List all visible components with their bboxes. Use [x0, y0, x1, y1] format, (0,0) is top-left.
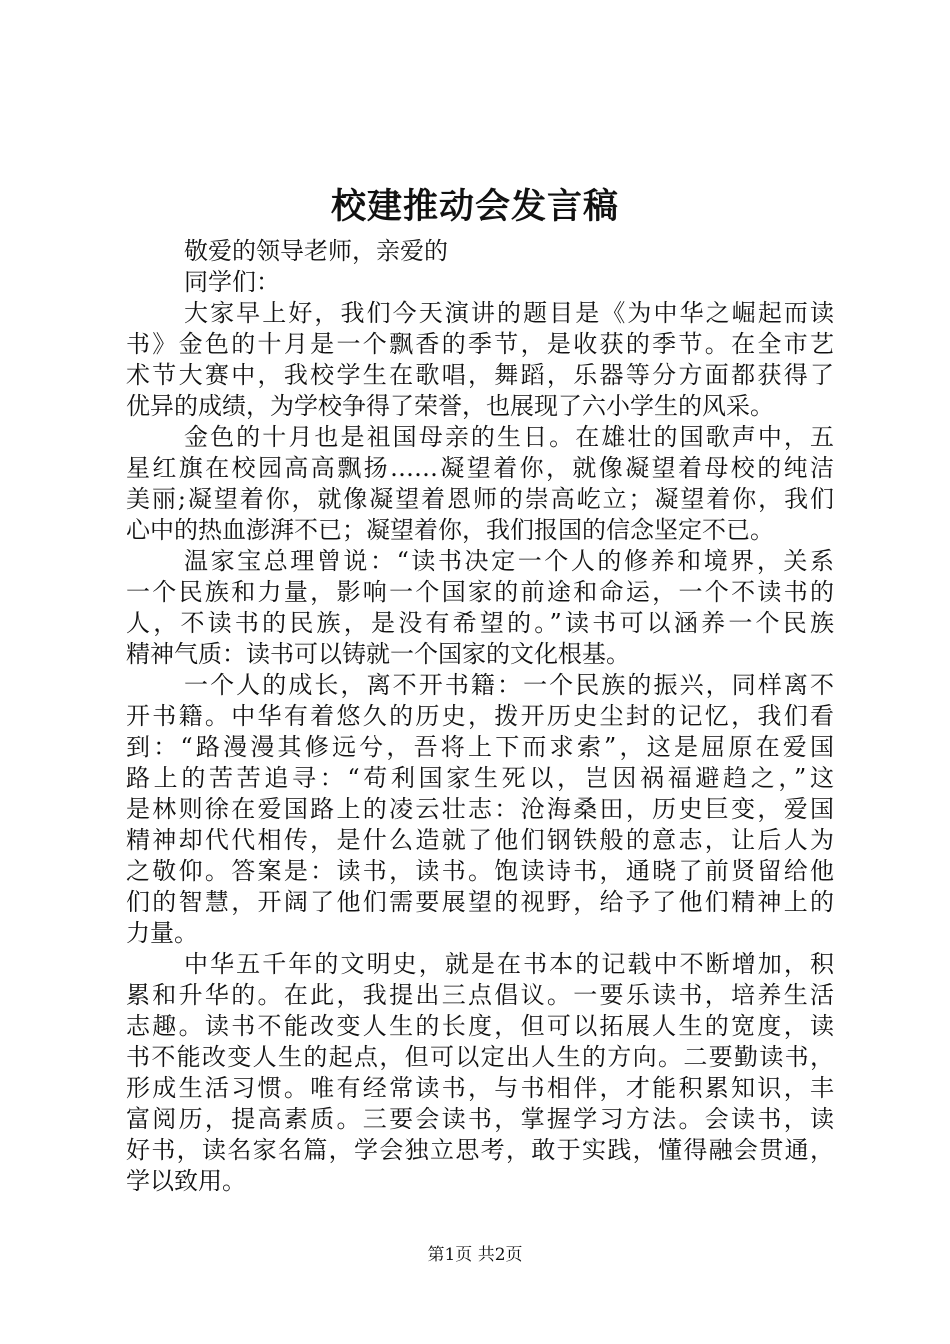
text-line: 形成生活习惯。唯有经常读书，与书相伴，才能积累知识，丰 — [126, 1074, 834, 1102]
text-line: 一个人的成长，离不开书籍：一个民族的振兴，同样离不 — [184, 671, 834, 699]
document-title: 校建推动会发言稿 — [330, 186, 619, 227]
text-line: 温家宝总理曾说：“读书决定一个人的修养和境界，关系 — [184, 547, 834, 575]
text-line: 学以致用。 — [126, 1167, 246, 1195]
text-line: 美丽;凝望着你，就像凝望着恩师的崇高屹立；凝望着你，我们 — [126, 485, 834, 513]
text-line: 优异的成绩，为学校争得了荣誉，也展现了六小学生的风采。 — [126, 392, 774, 420]
text-line: 们的智慧，开阔了他们需要展望的视野，给予了他们精神上的 — [126, 888, 834, 916]
text-line: 心中的热血澎湃不已；凝望着你，我们报国的信念坚定不已。 — [126, 516, 774, 544]
text-line: 路上的苦苦追寻：“苟利国家生死以，岂因祸福避趋之，”这 — [126, 764, 834, 792]
text-line: 到：“路漫漫其修远兮，吾将上下而求索”，这是屈原在爱国 — [126, 733, 834, 761]
text-line: 大家早上好，我们今天演讲的题目是《为中华之崛起而读 — [184, 299, 834, 327]
text-line: 力量。 — [126, 919, 198, 947]
text-line: 志趣。读书不能改变人生的长度，但可以拓展人生的宽度，读 — [126, 1012, 834, 1040]
text-line: 精神气质：读书可以铸就一个国家的文化根基。 — [126, 640, 630, 668]
text-line: 金色的十月也是祖国母亲的生日。在雄壮的国歌声中，五 — [184, 423, 834, 451]
text-line: 好书，读名家名篇，学会独立思考，敢于实践，懂得融会贯通， — [126, 1136, 834, 1164]
text-line: 书》金色的十月是一个飘香的季节，是收获的季节。在全市艺 — [126, 330, 834, 358]
text-line: 精神却代代相传，是什么造就了他们钢铁般的意志，让后人为 — [126, 826, 834, 854]
text-line: 开书籍。中华有着悠久的历史，拨开历史尘封的记忆，我们看 — [126, 702, 834, 730]
text-line: 累和升华的。在此，我提出三点倡议。一要乐读书，培养生活 — [126, 981, 834, 1009]
text-line: 富阅历，提高素质。三要会读书，掌握学习方法。会读书，读 — [126, 1105, 834, 1133]
text-line: 同学们： — [184, 268, 280, 296]
text-line: 人，不读书的民族，是没有希望的。”读书可以涵养一个民族 — [126, 609, 834, 637]
text-line: 敬爱的领导老师，亲爱的 — [184, 237, 448, 265]
text-line: 一个民族和力量，影响一个国家的前途和命运，一个不读书的 — [126, 578, 834, 606]
text-line: 星红旗在校园高高飘扬……凝望着你，就像凝望着母校的纯洁 — [126, 454, 834, 482]
text-line: 书不能改变人生的起点，但可以定出人生的方向。二要勤读书， — [126, 1043, 834, 1071]
document-body — [126, 236, 834, 1197]
page-number-footer: 第1页 共2页 — [427, 1245, 523, 1265]
text-line: 术节大赛中，我校学生在歌唱，舞蹈，乐器等分方面都获得了 — [126, 361, 834, 389]
text-line: 之敬仰。答案是：读书，读书。饱读诗书，通晓了前贤留给他 — [126, 857, 834, 885]
text-line: 是林则徐在爱国路上的凌云壮志：沧海桑田，历史巨变，爱国 — [126, 795, 834, 823]
text-line: 中华五千年的文明史，就是在书本的记载中不断增加，积 — [184, 950, 834, 978]
